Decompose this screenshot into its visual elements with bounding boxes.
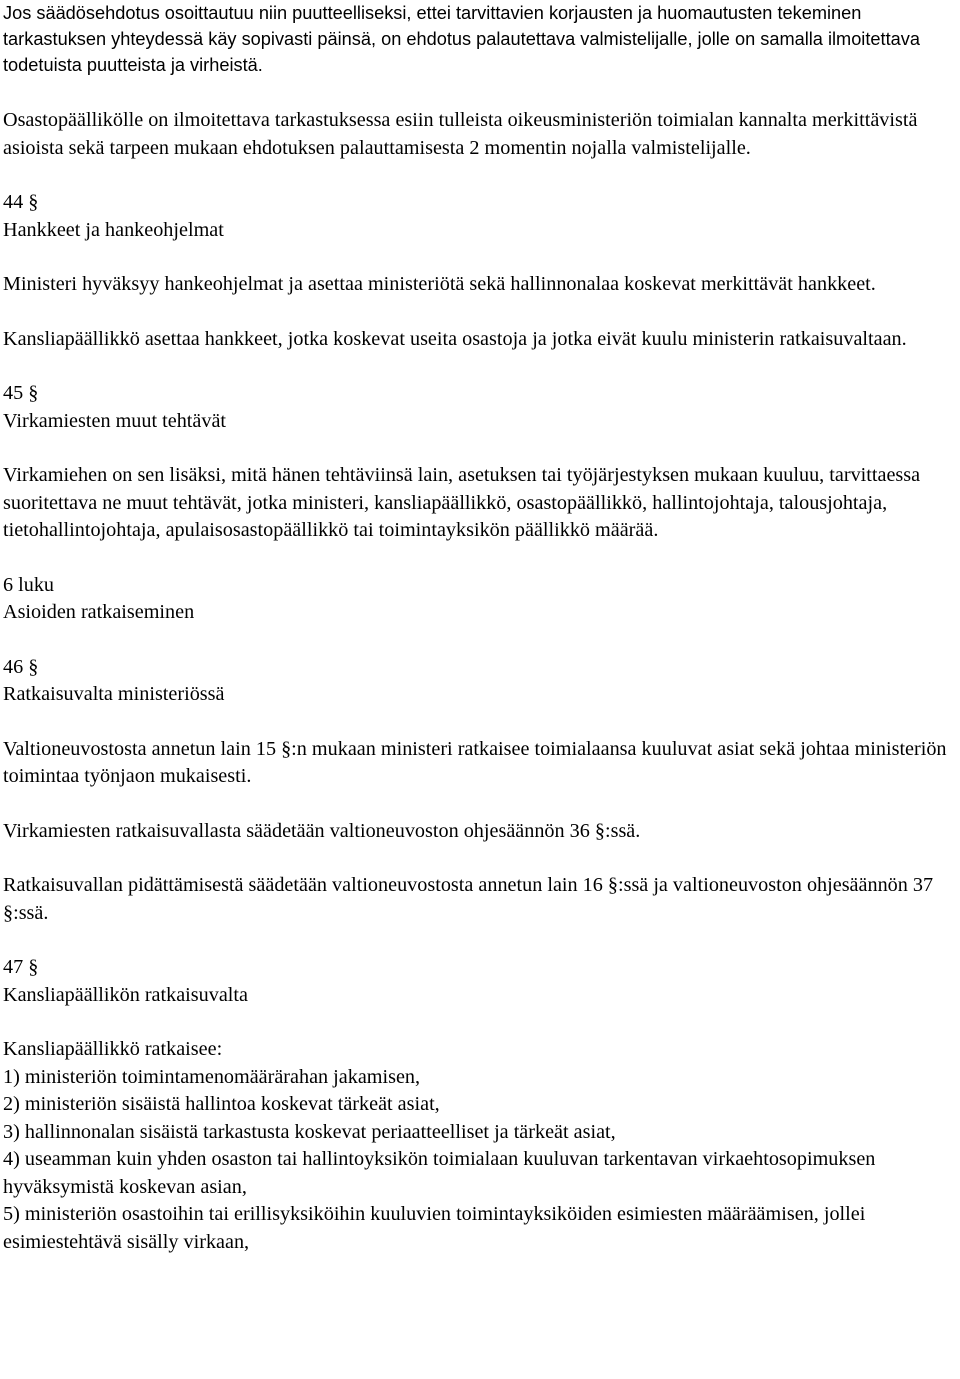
list-item: 4) useamman kuin yhden osaston tai hallintoyksikön toimialaan kuuluvan tarkentavan virkaehtosopimuksen hyväksymistä koskevan asian, <box>3 1148 876 1198</box>
section-45-title: Virkamiesten muut tehtävät <box>3 409 227 432</box>
paragraph-draft-return: Jos säädösehdotus osoittautuu niin puutteelliseksi, ettei tarvittavien korjausten ja huomautusten tekeminen tarkastuksen yhteydessä käy sopivasti päinsä, on ehdotus palautettava valmistelijalle, jolle on samalla ilmoitettava todetuista puutteista ja virheistä. <box>3 3 920 75</box>
section-46-heading <box>3 654 958 709</box>
section-45-heading <box>3 380 958 435</box>
section-47-number: 47 § <box>3 956 39 978</box>
section-45-number: 45 § <box>3 382 39 404</box>
chapter-6-title: Asioiden ratkaiseminen <box>3 601 195 623</box>
section-47-heading <box>3 954 958 1009</box>
list-item: 3) hallinnonalan sisäistä tarkastusta koskevat periaatteelliset ja tärkeät asiat, <box>3 1120 616 1143</box>
section-46-title: Ratkaisuvalta ministeriössä <box>3 683 225 705</box>
chapter-6-heading <box>3 572 958 627</box>
section-44-title: Hankkeet ja hankeohjelmat <box>3 218 224 241</box>
paragraph-official-other-duties: Virkamiehen on sen lisäksi, mitä hänen tehtäviinsä lain, asetuksen tai työjärjestyksen mukaan kuuluu, tarvittaessa suoritettava ne muut tehtävät, jotka ministeri, kansliapäällikkö, osastopäällikkö, hallintojohtaja, talousjohtaja, tietohallintojohtaja, apulaisosastopäällikkö tai toimintayksikön päällikkö määrää. <box>3 464 921 541</box>
list-item: 2) ministeriön sisäistä hallintoa koskevat tärkeät asiat, <box>3 1093 440 1115</box>
paragraph-permanent-secretary-projects: Kansliapäällikkö asettaa hankkeet, jotka koskevat useita osastoja ja jotka eivät kuulu ministerin ratkaisuvaltaan. <box>3 327 907 350</box>
document-page <box>3 0 958 1256</box>
paragraph-minister-decides: Valtioneuvostosta annetun lain 15 §:n mukaan ministeri ratkaisee toimialaansa kuuluvat asiat sekä johtaa ministeriön toimintaa työnjaon mukaisesti. <box>3 737 947 787</box>
chapter-6-number: 6 luku <box>3 573 55 596</box>
section-44-number: 44 § <box>3 191 39 213</box>
section-47-title: Kansliapäällikön ratkaisuvalta <box>3 983 248 1006</box>
list-intro: Kansliapäällikkö ratkaisee: <box>3 1038 223 1060</box>
paragraph-officials-decision-power: Virkamiesten ratkaisuvallasta säädetään valtioneuvoston ohjesäännön 36 §:ssä. <box>3 819 641 842</box>
section-44-heading <box>3 189 958 244</box>
paragraph-reserving-decision-power: Ratkaisuvallan pidättämisestä säädetään valtioneuvostosta annetun lain 16 §:ssä ja valtioneuvoston ohjesäännön 37 §:ssä. <box>3 874 934 924</box>
list-item: 1) ministeriön toimintamenomäärärahan jakamisen, <box>3 1065 421 1088</box>
section-46-number: 46 § <box>3 655 39 678</box>
paragraph-minister-approves-projects: Ministeri hyväksyy hankeohjelmat ja asettaa ministeriötä sekä hallinnonalaa koskevat merkittävät hankkeet. <box>3 273 876 295</box>
list-item: 5) ministeriön osastoihin tai erillisyksiköihin kuuluvien toimintayksiköiden esimiesten määräämisen, jollei esimiestehtävä sisälly virkaan, <box>3 1203 866 1253</box>
paragraph-notify-head-of-department: Osastopäällikölle on ilmoitettava tarkastuksessa esiin tulleista oikeusministeriön toimialan kannalta merkittävistä asioista sekä tarpeen mukaan ehdotuksen palauttamisesta 2 momentin nojalla valmistelijalle. <box>3 109 918 159</box>
section-47-list <box>3 1036 958 1256</box>
